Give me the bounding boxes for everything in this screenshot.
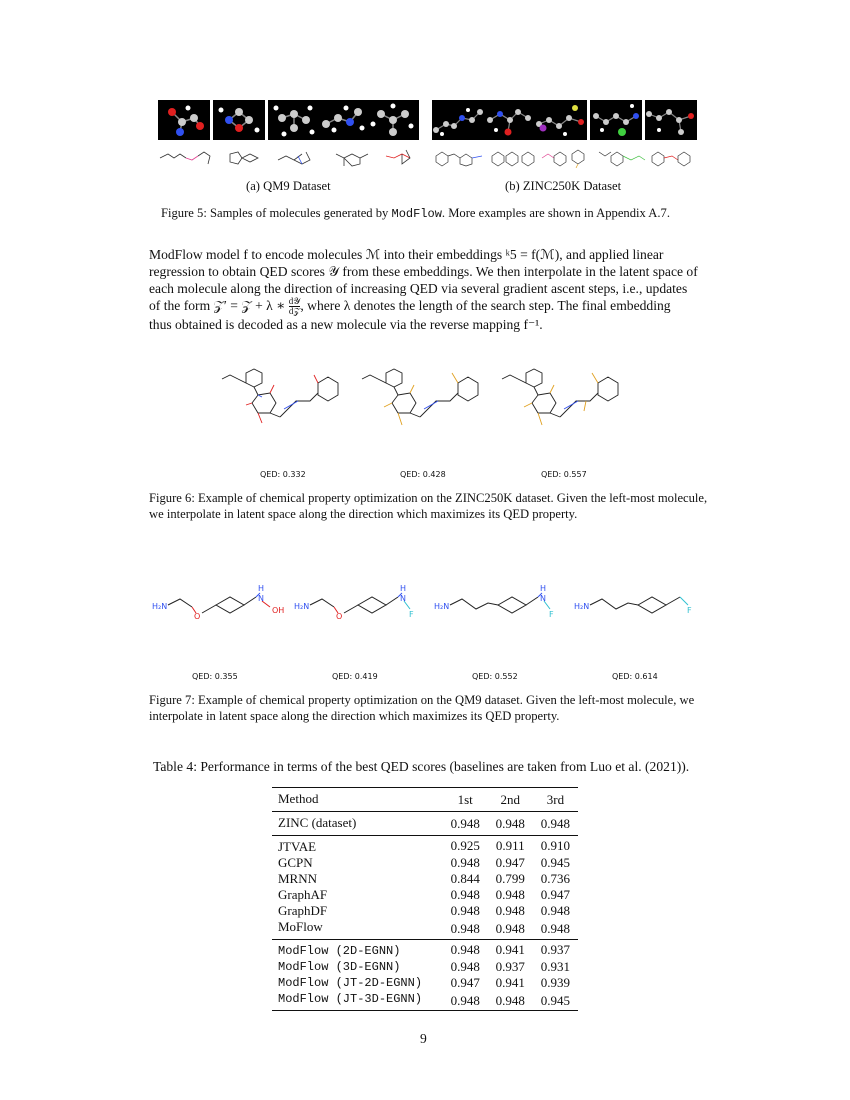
- qm9-2d-molecule-5: [380, 146, 436, 168]
- qed-label: QED: 0.355: [192, 672, 238, 681]
- qed-label: QED: 0.552: [472, 672, 518, 681]
- qm9-optimized-molecule-2: [292, 583, 432, 633]
- atom-label: N: [258, 594, 264, 603]
- qm9-optimized-molecule-3: [432, 583, 572, 633]
- qm9-3d-molecule-2: [213, 100, 265, 140]
- table-4-caption: Table 4: Performance in terms of the best QED scores (baselines are taken from Luo et al. (2021)).: [153, 759, 690, 774]
- table-row: ModFlow (JT-2D-EGNN) 0.947 0.941 0.939: [278, 975, 571, 990]
- zinc-3d-molecule-5: [645, 100, 697, 140]
- qm9-3d-molecule-5: [367, 100, 419, 140]
- table-row: ModFlow (2D-EGNN) 0.948 0.941 0.937: [278, 941, 571, 958]
- atom-label: N: [540, 594, 546, 603]
- atom-label: H₂N: [434, 602, 450, 611]
- atom-label: OH: [272, 606, 285, 615]
- qm9-3d-molecule-1: [158, 100, 210, 140]
- qm9-2d-molecule-4: [330, 146, 386, 168]
- column-header: Method: [278, 791, 319, 806]
- zinc-2d-molecule-4: [595, 146, 651, 168]
- table-row: JTVAE 0.925 0.911 0.910: [278, 837, 571, 854]
- atom-label: O: [336, 612, 343, 621]
- column-header: 2nd: [500, 791, 521, 807]
- zinc-2d-molecule-3: [540, 146, 596, 168]
- body-paragraph: [149, 246, 709, 333]
- table-row: ZINC (dataset) 0.948 0.948 0.948: [272, 812, 578, 836]
- zinc-optimized-molecule-1: [218, 365, 358, 443]
- atom-label: H₂N: [294, 602, 310, 611]
- figure-7-caption: Figure 7: Example of chemical property optimization on the QM9 dataset. Given the left-most molecule, we interpolate in latent space along the direction which maximizes its QED property.: [149, 693, 695, 723]
- figure-6-caption: Figure 6: Example of chemical property optimization on the ZINC250K dataset. Given the left-most molecule, we interpolate in latent space along the direction which maximizes its QED property.: [149, 491, 708, 521]
- table-row: ModFlow (3D-EGNN) 0.948 0.937 0.931: [278, 959, 571, 974]
- fraction: d𝒴 d𝒵: [288, 296, 301, 317]
- table-row: MRNN 0.844 0.799 0.736: [278, 871, 571, 886]
- zinc-3d-molecule-4: [590, 100, 642, 140]
- table-4: [272, 787, 578, 1011]
- qed-label: QED: 0.419: [332, 672, 378, 681]
- paragraph-line: thus obtained is decoded as a new molecule via the reverse mapping f⁻¹.: [149, 317, 543, 333]
- table-header-row: [272, 788, 578, 812]
- column-header: 3rd: [546, 791, 565, 807]
- qed-label: QED: 0.614: [612, 672, 658, 681]
- qm9-2d-molecule-3: [272, 146, 328, 168]
- qed-label: QED: 0.557: [541, 470, 587, 479]
- qed-label: QED: 0.428: [400, 470, 446, 479]
- zinc-2d-molecule-2: [488, 146, 544, 168]
- atom-label: F: [409, 610, 414, 619]
- column-header: 1st: [457, 791, 473, 807]
- page-number: 9: [420, 1031, 427, 1046]
- paragraph-line: regression to obtain QED scores 𝒴 from these embeddings. We then interpolate in the latent space of: [149, 264, 698, 279]
- atom-label: F: [687, 606, 692, 615]
- atom-label: N: [400, 594, 406, 603]
- zinc-3d-molecule-2: [484, 100, 536, 140]
- atom-label: H: [400, 584, 407, 593]
- zinc-2d-molecule-1: [432, 146, 488, 168]
- paragraph-line: of the form 𝒵′ = 𝒵 + λ ∗ d𝒴 d𝒵 , where λ denotes the length of the search step. The final embedding: [149, 296, 671, 317]
- atom-label: H₂N: [152, 602, 168, 611]
- qm9-optimized-molecule-4: [572, 583, 712, 633]
- zinc-3d-molecule-3: [535, 100, 587, 140]
- qm9-optimized-molecule-1: [150, 583, 290, 633]
- atom-label: F: [549, 610, 554, 619]
- table-row: GraphAF 0.948 0.948 0.947: [278, 887, 571, 902]
- paragraph-line: ModFlow model f to encode molecules ℳ into their embeddings ᵏ5 = f(ℳ), and applied linear: [149, 247, 664, 262]
- qm9-3d-molecule-4: [316, 100, 368, 140]
- table-row: GraphDF 0.948 0.948 0.948: [278, 903, 571, 918]
- zinc-2d-molecule-5: [648, 146, 704, 168]
- zinc-optimized-molecule-3: [498, 365, 638, 443]
- subcaption-qm9: (a) QM9 Dataset: [246, 179, 331, 193]
- atom-label: H: [258, 584, 265, 593]
- zinc-optimized-molecule-2: [358, 365, 498, 443]
- qm9-2d-molecule-2: [218, 146, 274, 168]
- paragraph-line: each molecule along the direction of increasing QED via several gradient ascent steps, i.e., updates: [149, 281, 688, 296]
- table-row: ModFlow (JT-3D-EGNN) 0.948 0.948 0.945: [272, 991, 578, 1011]
- zinc-3d-molecule-1: [432, 100, 484, 140]
- figure-5-caption: Figure 5: Samples of molecules generated by ModFlow. More examples are shown in Appendix A.7.: [161, 206, 670, 221]
- atom-label: H: [540, 584, 547, 593]
- atom-label: O: [194, 612, 201, 621]
- table-row: GCPN 0.948 0.947 0.945: [278, 855, 571, 870]
- subcaption-zinc: (b) ZINC250K Dataset: [505, 179, 622, 193]
- atom-label: H₂N: [574, 602, 590, 611]
- table-row: MoFlow 0.948 0.948 0.948: [272, 919, 578, 940]
- qm9-3d-molecule-3: [268, 100, 320, 140]
- qm9-2d-molecule-1: [158, 146, 214, 168]
- qed-label: QED: 0.332: [260, 470, 306, 479]
